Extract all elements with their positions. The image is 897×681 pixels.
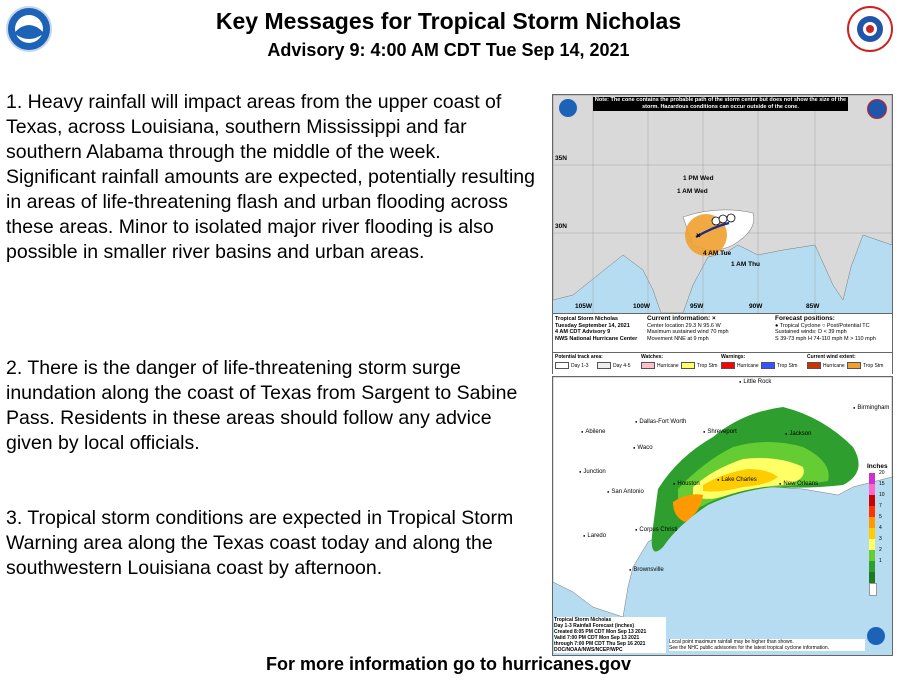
scale-swatch	[869, 583, 877, 596]
scale-swatch	[869, 572, 875, 583]
city-corpus-christi: ● Corpus Christi	[635, 527, 677, 533]
city-san-antonio: ● San Antonio	[607, 489, 644, 495]
scale-label: 5	[879, 514, 882, 520]
warn-trop-stm: Trop Stm	[761, 362, 797, 369]
scale-label: 1	[879, 558, 882, 564]
rain-disclaimer: Local point maximum rainfall may be higher than shown. See the NHC public advisories for the latest tropical cyclone information.	[669, 639, 865, 651]
lon-label-90w: 90W	[749, 303, 763, 310]
lat-label-35n: 35N	[555, 155, 567, 162]
legend-day45: Day 4-5	[597, 362, 631, 369]
city-little-rock: ● Little Rock	[739, 379, 771, 385]
scale-label: 4	[879, 525, 882, 531]
wind-trop-stm: Trop Stm	[847, 362, 883, 369]
scale-label: 3	[879, 536, 882, 542]
track-label-1am-thu: 1 AM Thu	[731, 261, 761, 268]
scale-label: 15	[879, 481, 885, 487]
warn-hurricane: Hurricane	[721, 362, 759, 369]
scale-swatch	[869, 514, 882, 528]
key-message-2: 2. There is the danger of life-threatening storm surge inundation along the coast of Texas from Sargent to Sabine Pass. Residents in these areas should follow any advice given by local officials.	[6, 357, 518, 454]
noaa-icon	[559, 99, 577, 117]
rain-scale	[869, 470, 887, 596]
scale-label: 7	[879, 503, 882, 509]
city-jackson: ● Jackson	[785, 431, 811, 437]
watches-title: Watches:	[641, 354, 664, 360]
warnings-title: Warnings:	[721, 354, 746, 360]
cone-forecast-map	[552, 94, 893, 374]
nws-icon	[867, 99, 887, 119]
track-label-1pm-wed: 1 PM Wed	[683, 175, 714, 182]
scale-label: 20	[879, 470, 885, 476]
rain-caption: Tropical Storm Nicholas Day 1-3 Rainfall Forecast (inches) Created 8:05 PM CDT Mon Sep 13 2021 Valid 7:00 PM CDT Mon Sep 13 2021 through 7:00 PM CDT Thu Sep 16 2021 DOC/NOAA/NWS/NCEP/WPC	[554, 617, 666, 653]
svg-text:×: ×	[696, 231, 701, 240]
city-houston: ● Houston	[673, 481, 700, 487]
advisory-subtitle: Advisory 9: 4:00 AM CDT Tue Sep 14, 2021	[267, 40, 630, 60]
cone-note: Note: The cone contains the probable path of the storm center but does not show the size of the storm. Hazardous conditions can occur outside of the cone.	[594, 97, 847, 110]
city-abilene: ● Abilene	[581, 429, 605, 435]
lon-label-100w: 100W	[633, 303, 650, 310]
city-new-orleans: ● New Orleans	[779, 481, 818, 487]
rain-scale-title: Inches	[867, 463, 888, 470]
storm-info: Tropical Storm Nicholas Tuesday September 14, 2021 4 AM CDT Advisory 9 NWS National Hurricane Center	[555, 316, 638, 342]
noaa-icon	[867, 627, 885, 645]
watch-hurricane: Hurricane	[641, 362, 679, 369]
track-area-title: Potential track area:	[555, 354, 603, 360]
lon-label-95w: 95W	[690, 303, 704, 310]
current-info: Current information: × Center location 29.3 N 95.6 W Maximum sustained wind 70 mph Movement NNE at 9 mph	[647, 315, 729, 342]
scale-swatch	[869, 503, 882, 517]
cone-map-graphic	[553, 95, 892, 313]
legend-day13: Day 1-3	[555, 362, 589, 369]
city-waco: ● Waco	[633, 445, 653, 451]
lat-label-30n: 30N	[555, 223, 567, 230]
rainfall-forecast-map	[552, 376, 893, 656]
page-title: Key Messages for Tropical Storm Nicholas	[215, 8, 682, 34]
scale-swatch	[869, 547, 882, 561]
scale-swatch	[869, 536, 882, 550]
scale-label: 10	[879, 492, 885, 498]
scale-swatch	[869, 558, 882, 572]
scale-label: 2	[879, 547, 882, 553]
city-dallas-fort-worth: ● Dallas-Fort Worth	[635, 419, 686, 425]
city-shreveport: ● Shreveport	[703, 429, 737, 435]
watch-trop-stm: Trop Stm	[681, 362, 717, 369]
city-brownsville: ● Brownsville	[629, 567, 664, 573]
city-birmingham: ● Birmingham	[853, 405, 889, 411]
key-message-1: 1. Heavy rainfall will impact areas from the upper coast of Texas, across Louisiana, southern Mississippi and far southern Alabama through the middle of the week. Significant rainfall amounts are expected, potentially resulting in areas of life-threatening flash and urban flooding across these areas. Minor to isolated major river flooding is also possible in smaller river basins and urban areas.	[6, 91, 535, 263]
track-label-4am-tue: 4 AM Tue	[703, 250, 732, 257]
scale-swatch	[869, 525, 882, 539]
lon-label-85w: 85W	[806, 303, 820, 310]
cone-info-block	[553, 313, 892, 374]
track-label-1am-wed: 1 AM Wed	[677, 188, 708, 195]
wind-hurricane: Hurricane	[807, 362, 845, 369]
city-lake-charles: ● Lake Charles	[717, 477, 757, 483]
key-message-3: 3. Tropical storm conditions are expected in Tropical Storm Warning area along the Texas coast today and along the southwestern Louisiana coast by afternoon.	[6, 507, 514, 579]
city-junction: ● Junction	[579, 469, 606, 475]
lon-label-105w: 105W	[575, 303, 592, 310]
footer-link-text: For more information go to hurricanes.gov	[265, 654, 632, 674]
scale-swatch	[869, 492, 885, 506]
forecast-positions: Forecast positions: ● Tropical Cyclone ○ Post/Potential TC Sustained winds: D < 39 mph S 39-73 mph H 74-110 mph M > 110 mph	[775, 315, 876, 342]
nws-logo	[847, 6, 893, 52]
wind-extent-title: Current wind extent:	[807, 354, 856, 360]
city-laredo: ● Laredo	[583, 533, 606, 539]
